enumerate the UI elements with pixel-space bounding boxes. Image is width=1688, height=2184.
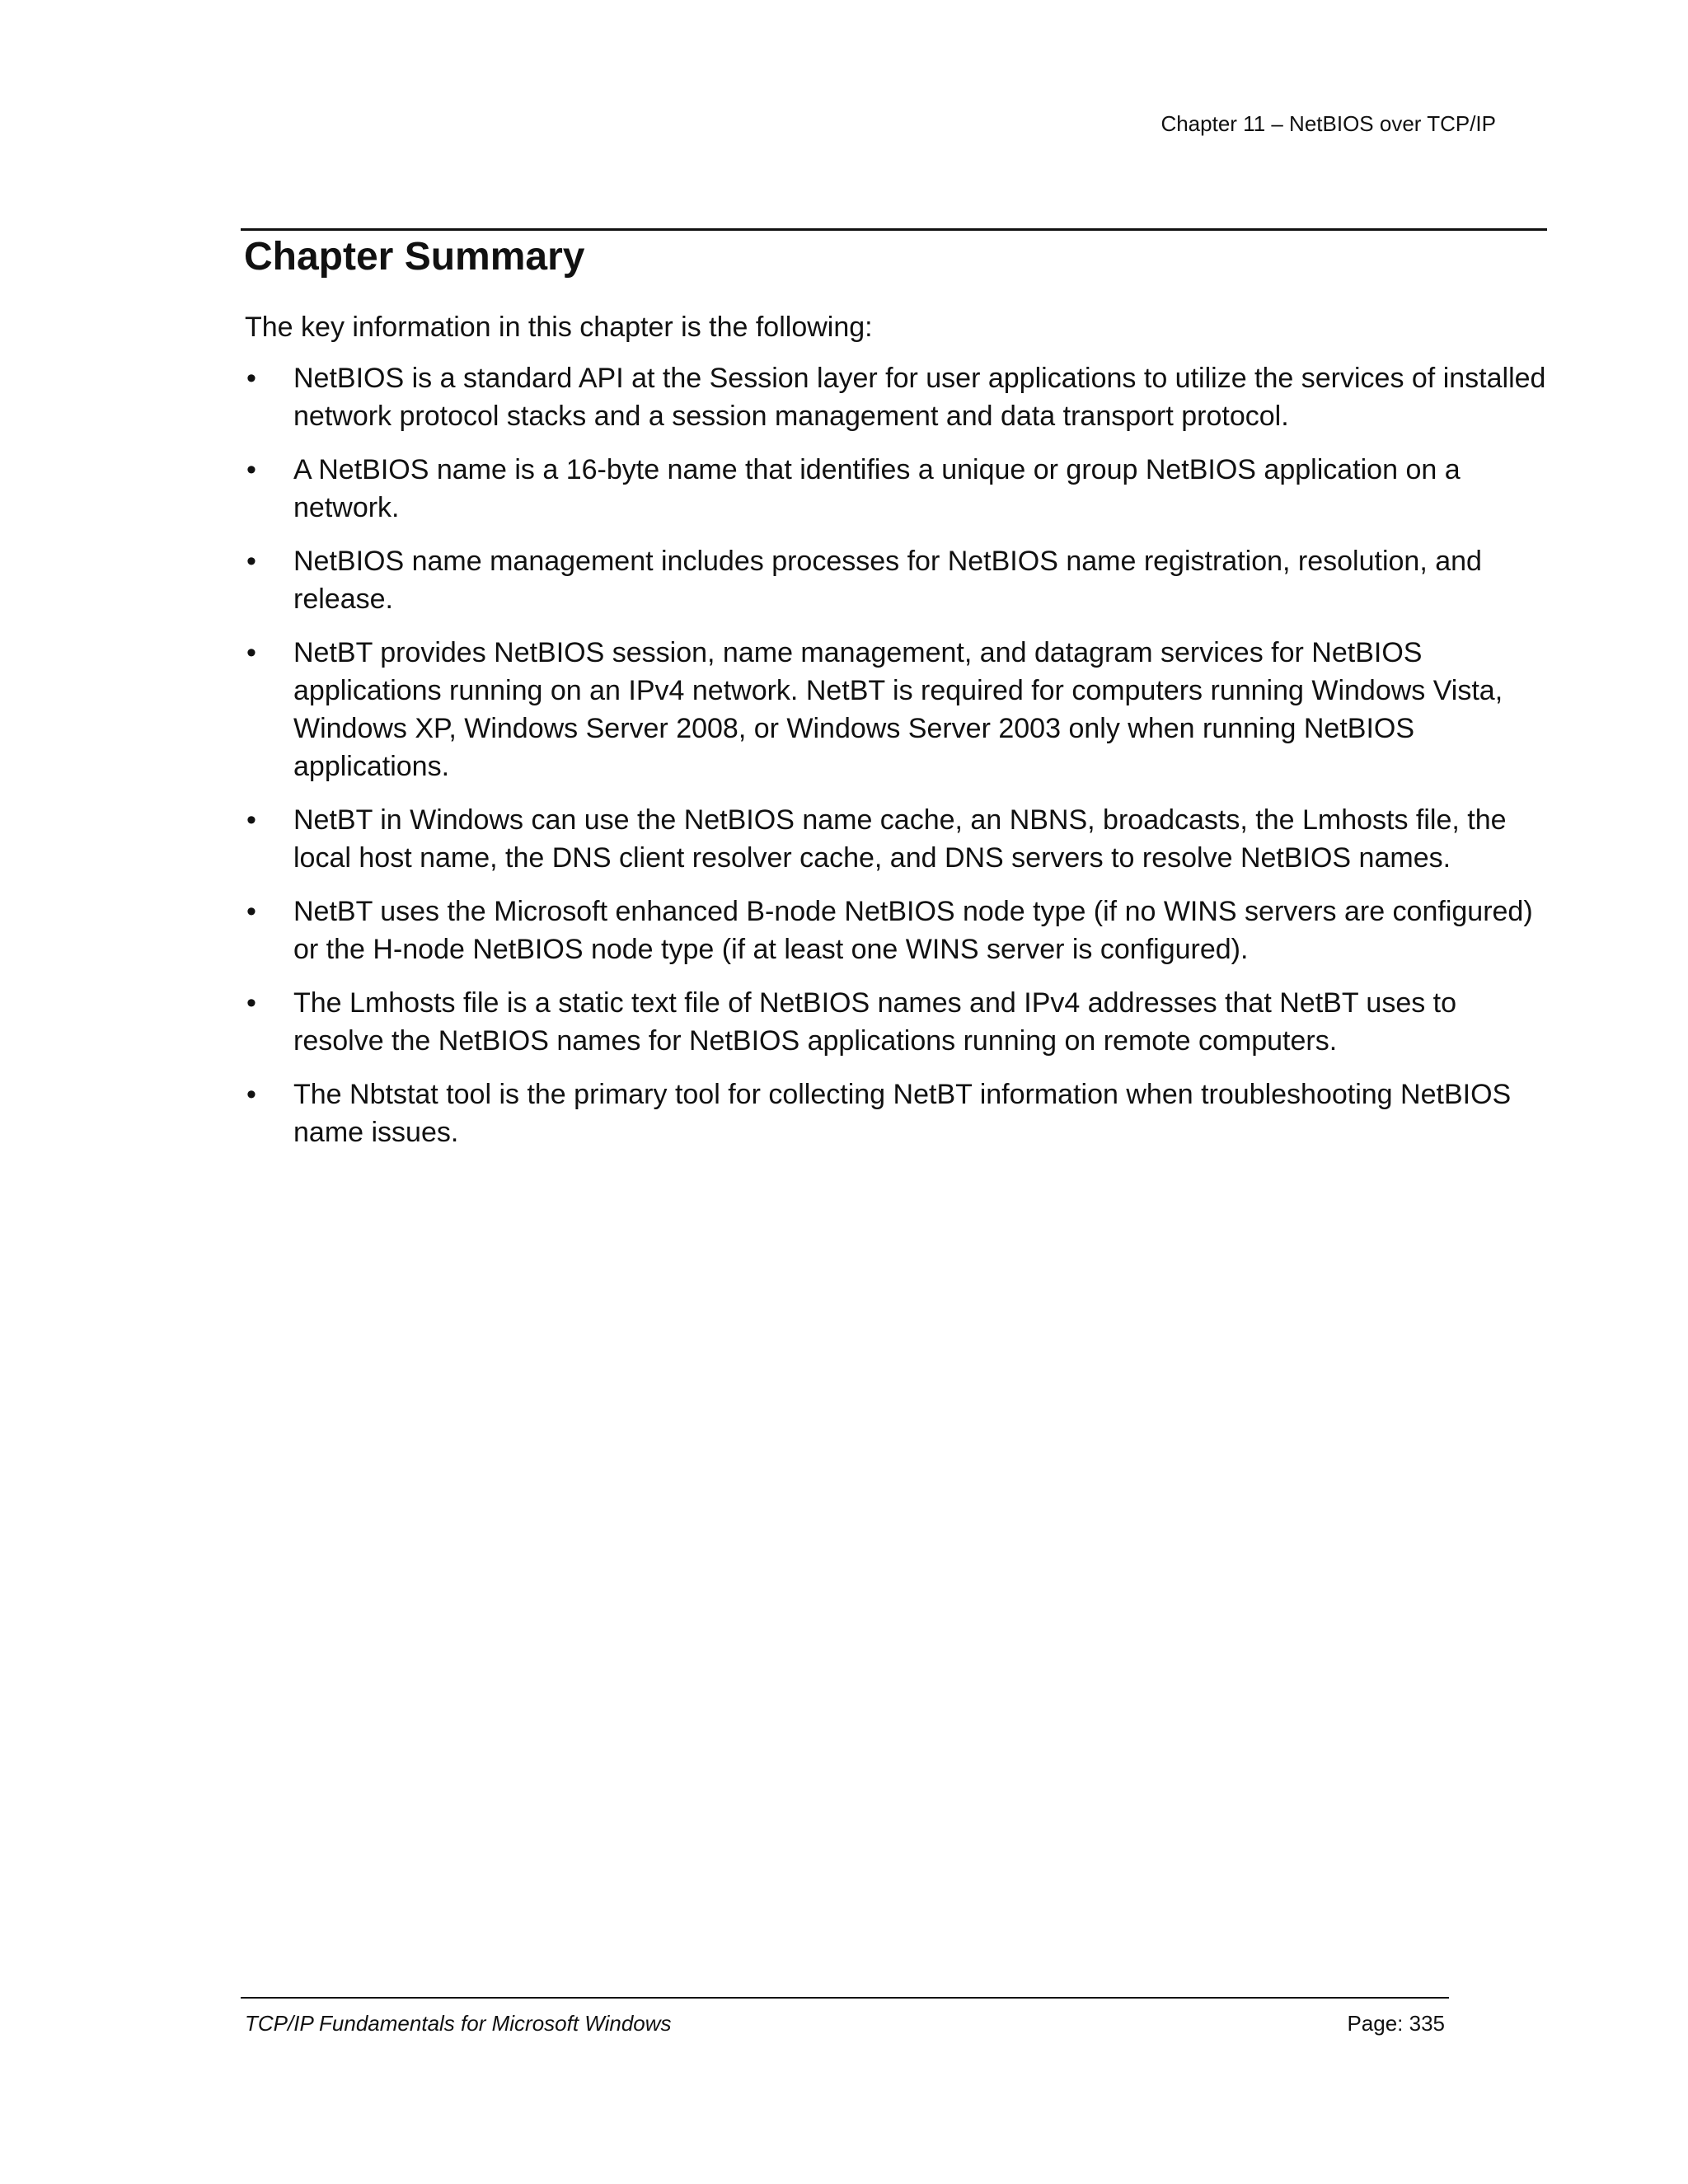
bullet-item	[244, 451, 1550, 527]
bullet-text: NetBT in Windows can use the NetBIOS name cache, an NBNS, broadcasts, the Lmhosts file, the local host name, the DNS client resolver cache, and DNS servers to resolve NetBIOS names.	[293, 804, 1507, 874]
bullet-item	[244, 634, 1550, 785]
footer-divider	[241, 1997, 1449, 1999]
bullet-icon: •	[246, 987, 256, 1019]
bullet-text: NetBT uses the Microsoft enhanced B-node NetBIOS node type (if no WINS servers are configured) or the H-node NetBIOS node type (if at least one WINS server is configured).	[293, 896, 1533, 965]
page-number: Page: 335	[1347, 2011, 1445, 2036]
bullet-icon: •	[246, 804, 256, 836]
bullet-text: NetBT provides NetBIOS session, name management, and datagram services for NetBIOS applications running on an IPv4 network. NetBT is required for computers running Windows Vista, Windows XP, Windows Server 2008, or Windows Server 2003 only when running NetBIOS applications.	[293, 637, 1503, 782]
bullet-icon: •	[246, 637, 256, 668]
bullet-item	[244, 359, 1550, 435]
bullet-item	[244, 893, 1550, 968]
footer-book-title: TCP/IP Fundamentals for Microsoft Windows	[245, 2011, 672, 2036]
bullet-icon: •	[246, 546, 256, 577]
bullet-text: The Nbtstat tool is the primary tool for collecting NetBT information when troubleshooting NetBIOS name issues.	[293, 1079, 1512, 1148]
summary-bullet-list	[244, 359, 1550, 1167]
bullet-icon: •	[246, 896, 256, 927]
section-heading: Chapter Summary	[244, 235, 585, 279]
intro-paragraph: The key information in this chapter is the following:	[245, 312, 873, 343]
bullet-icon: •	[246, 454, 256, 485]
bullet-item	[244, 542, 1550, 618]
bullet-item	[244, 984, 1550, 1060]
header-divider	[241, 228, 1547, 231]
bullet-text: The Lmhosts file is a static text file of NetBIOS names and IPv4 addresses that NetBT uses to resolve the NetBIOS names for NetBIOS applications running on remote computers.	[293, 987, 1457, 1057]
running-header: Chapter 11 – NetBIOS over TCP/IP	[1160, 111, 1496, 136]
bullet-text: NetBIOS name management includes processes for NetBIOS name registration, resolution, and release.	[293, 546, 1482, 615]
bullet-text: A NetBIOS name is a 16-byte name that identifies a unique or group NetBIOS application on a network.	[293, 454, 1461, 523]
bullet-text: NetBIOS is a standard API at the Session layer for user applications to utilize the services of installed network protocol stacks and a session management and data transport protocol.	[293, 363, 1546, 432]
bullet-item	[244, 1076, 1550, 1151]
bullet-icon: •	[246, 363, 256, 394]
bullet-icon: •	[246, 1079, 256, 1110]
bullet-item	[244, 801, 1550, 877]
